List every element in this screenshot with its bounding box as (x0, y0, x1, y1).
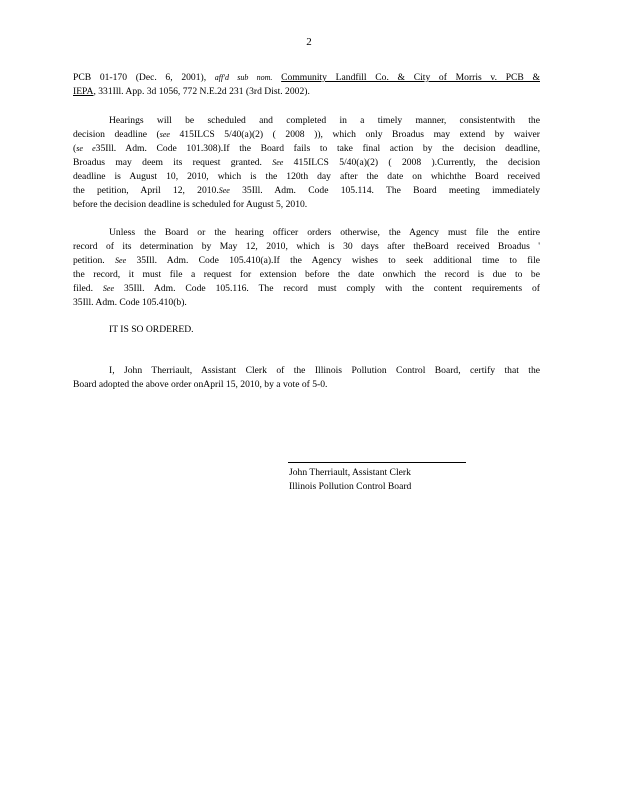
certification-line-2: Board adopted the above order onApril 15, 2010, by a vote of 5-0. (73, 379, 328, 390)
citation-line-1 (73, 71, 540, 85)
see-signal: See (218, 186, 230, 195)
text: 35Ill. Adm. Code 105.410(a).If the Agency wishes to seek additional time to file (126, 255, 541, 266)
text: ( (73, 143, 77, 154)
text: 415ILCS 5/40(a)(2) ( 2008 ).Currently, the decision (283, 157, 540, 168)
agency-line-6: 35Ill. Adm. Code 105.410(b). (73, 297, 187, 308)
see-signal: See (272, 158, 284, 167)
text: filed. (73, 283, 103, 294)
case-name: Community Landfill Co. & City of Morris v. PCB & (281, 72, 540, 83)
certification-line-1: I, John Therriault, Assistant Clerk of the Illinois Pollution Control Board, certify that the (109, 365, 540, 376)
signer-organization: Illinois Pollution Control Board (289, 481, 412, 492)
hearings-line-3 (73, 142, 540, 156)
aff-text: aff'd sub nom. (214, 73, 273, 82)
agency-line-4: the record, it must file a request for extension before the date onwhich the record is due to be (73, 269, 540, 280)
hearings-line-7: before the decision deadline is scheduled for August 5, 2010. (73, 199, 308, 210)
agency-line-5 (73, 282, 540, 296)
see-signal: See (102, 284, 115, 293)
certification (73, 364, 540, 392)
hearings-line-6 (73, 184, 540, 198)
hearings-line-4 (73, 156, 540, 170)
text: 415ILCS 5/40(a)(2) ( 2008 )), which only Broadus may extend by waiver (169, 129, 540, 140)
text: 35Ill. Adm. Code 101.308).If the Board fails to take final action by the decision deadline, (95, 143, 540, 154)
agency-line-3 (73, 254, 540, 268)
citation-continuation (73, 71, 540, 99)
signer-name: John Therriault, Assistant Clerk (289, 467, 411, 478)
text: Broadus may deem its request granted. (73, 157, 273, 168)
hearings-line-2 (73, 128, 540, 142)
agency-line-1: Unless the Board or the hearing officer orders otherwise, the Agency must file the entire (109, 227, 540, 238)
page-number: 2 (306, 36, 312, 48)
case-name-iepa: IEPA (73, 86, 94, 97)
text: decision deadline ( (73, 129, 160, 140)
citation-reporter: , 331Ill. App. 3d 1056, 772 N.E.2d 231 (3rd Dist. 2002). (93, 86, 310, 97)
signature-line (288, 462, 466, 463)
see-signal: see (159, 130, 170, 139)
paragraph-hearings (73, 114, 540, 212)
citation-line-2 (73, 85, 540, 99)
signature-block (289, 466, 411, 494)
citation-text: PCB 01-170 (Dec. 6, 2001), (73, 72, 215, 83)
text: petition. (73, 255, 116, 266)
text: 35Ill. Adm. Code 105.114. The Board meeting immediately (229, 185, 540, 196)
hearings-line-5: deadline is August 10, 2010, which is the 120th day after the date on whichthe Board received (73, 171, 540, 182)
see-signal: See (115, 256, 127, 265)
text: 35Ill. Adm. Code 105.116. The record must comply with the content requirements of (114, 283, 540, 294)
ordered-text: IT IS SO ORDERED. (109, 324, 194, 335)
text: the petition, April 12, 2010. (73, 185, 219, 196)
agency-line-2: record of its determination by May 12, 2010, which is 30 days after theBoard received Broadus ' (73, 241, 540, 252)
so-ordered (73, 323, 540, 337)
hearings-line-1: Hearings will be scheduled and completed in a timely manner, consistentwith the (109, 115, 540, 126)
paragraph-agency-record (73, 226, 540, 310)
see-signal: se e (76, 144, 96, 153)
